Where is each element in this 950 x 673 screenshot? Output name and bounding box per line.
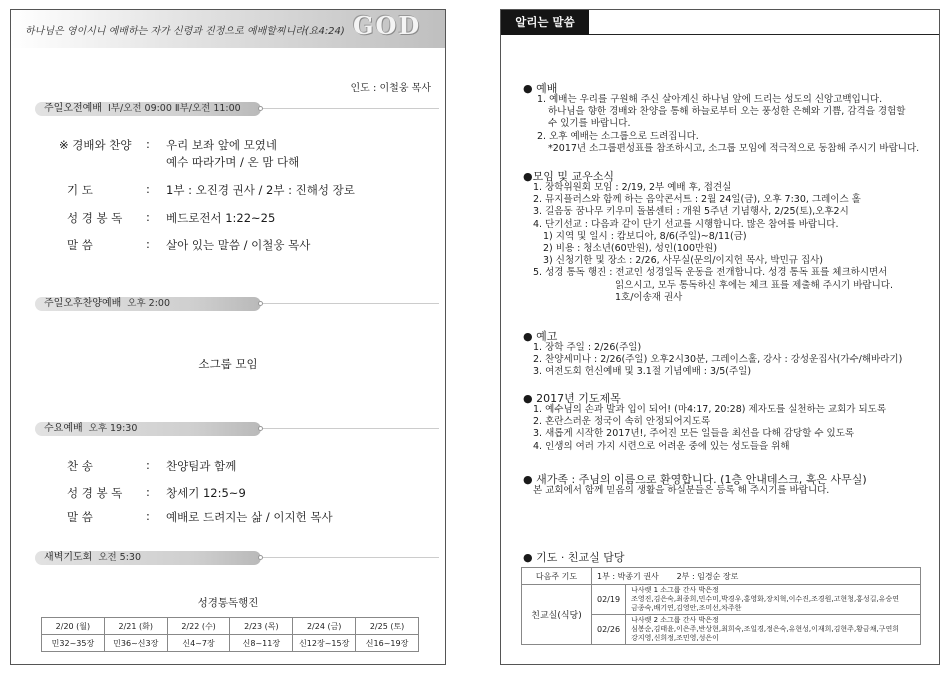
announcement-line: 2. 혼란스러운 정국이 속히 안정되어지도록 — [533, 416, 711, 428]
table-row — [42, 635, 419, 652]
section-rule — [251, 557, 439, 558]
prayer-duty-table — [521, 567, 921, 645]
reading-chapters: 신16~19장 — [356, 635, 419, 652]
announcement-line: 1. 예수님의 손과 발과 입이 되어! (마4:17, 20:28) 제자도를 실천하는 교회가 되도록 — [533, 404, 887, 415]
order-colon: : — [146, 509, 150, 523]
duty-detail — [626, 615, 921, 645]
title-rule — [589, 34, 940, 35]
reading-date: 2/23 (목) — [230, 618, 293, 635]
order-value: 예배로 드려지는 삶 / 이지헌 목사 — [166, 510, 333, 524]
duty-members: 심봉순,김태윤,이은주,반상현,최희숙,조일경,정은숙,유현성,이재희,김현주,황금채,구연희 — [631, 625, 899, 633]
announcement-line: 3. 새롭게 시작한 2017년!, 주어진 모든 일들을 최선을 다해 감당할 수 있도록 — [533, 428, 855, 440]
order-label: 성 경 봉 독 — [67, 486, 123, 500]
order-value: 예수 따라가며 / 온 맘 다해 — [166, 155, 300, 169]
table-row — [42, 618, 419, 635]
order-value: 찬양팀과 함께 — [166, 459, 237, 473]
section-title: 주일오전예배 — [44, 103, 102, 114]
small-group-meeting: 소그룹 모임 — [198, 357, 258, 371]
reading-chapters: 신12장~15장 — [293, 635, 356, 652]
reading-date: 2/20 (월) — [42, 618, 105, 635]
announcement-line: 1) 지역 및 일시 : 캄보디아, 8/6(주일)~8/11(금) — [543, 230, 747, 242]
announcement-line: 5. 성경 통독 행진 : 전교인 성경일독 운동을 전개합니다. 성경 통독 표를 체크하시면서 — [533, 267, 888, 279]
worship-order-panel — [10, 9, 446, 665]
order-colon: : — [146, 137, 150, 151]
reading-chapters: 신8~11장 — [230, 635, 293, 652]
section-time: 오후 2:00 — [127, 298, 170, 309]
announcement-line: 4. 단기선교 : 다음과 같이 단기 선교를 시행합니다. 많은 참여를 바랍니다. — [533, 218, 839, 230]
order-value: 1부 : 오진경 권사 / 2부 : 진해성 장로 — [166, 183, 355, 197]
duty-members: 조영진,김은숙,최종희,민수미,박경우,홍영화,장치혁,이수진,조경원,고현청,홍성길,유승연 — [631, 595, 899, 603]
section-dot — [258, 301, 263, 306]
announcement-line: 본 교회에서 함께 믿음의 생활을 하실분들은 등록 해 주시기를 바랍니다. — [533, 485, 830, 496]
order-label: ※ 경배와 찬양 — [59, 138, 132, 152]
order-colon: : — [146, 458, 150, 472]
order-label: 성 경 봉 독 — [67, 211, 123, 225]
duty-date: 02/19 — [592, 585, 626, 615]
announcement-heading: ●모임 및 교우소식 — [523, 170, 614, 183]
announcement-line: 3) 신청기한 및 장소 : 2/26, 사무실(문의/이지헌 목사, 박민규 집사) — [543, 255, 824, 267]
reading-date: 2/24 (금) — [293, 618, 356, 635]
section-title: 주일오후찬양예배 — [44, 298, 122, 309]
god-logo: GOD — [353, 11, 422, 40]
announcement-line: 2. 뮤지플러스와 함께 하는 음악콘서트 : 2월 24일(금), 오후 7:30, 그레이스 홀 — [533, 194, 861, 206]
order-value: 살아 있는 말씀 / 이철웅 목사 — [166, 238, 311, 252]
section-dot — [258, 555, 263, 560]
announcement-heading: ● 예고 — [523, 330, 558, 343]
order-label: 말 씀 — [67, 238, 93, 252]
announcement-heading: ● 새가족 : 주님의 이름으로 환영합니다. (1층 안내데스크, 혹은 사무실) — [523, 473, 867, 486]
section-dot — [258, 426, 263, 431]
announcements-panel — [500, 9, 940, 665]
duty-leader: 나사렛 2 소그룹 간사 박은정 — [631, 616, 719, 624]
section-time: 오전 5:30 — [98, 552, 142, 563]
order-label: 찬 송 — [67, 459, 93, 473]
announcement-line: 1호/이송재 권사 — [615, 291, 683, 303]
fellowship-label: 친교실(식당) — [522, 585, 592, 645]
reading-date: 2/25 (토) — [356, 618, 419, 635]
order-value: 창세기 12:5~9 — [166, 486, 246, 500]
presider: 인도 : 이철웅 목사 — [350, 83, 431, 94]
duty-leader: 나사렛 1 소그룹 간사 박은정 — [631, 586, 719, 594]
order-value: 베드로전서 1:22~25 — [166, 211, 276, 225]
announcement-line: 2) 비용 : 청소년(60만원), 성인(100만원) — [543, 243, 718, 254]
next-week-label: 다음주 기도 — [522, 568, 592, 585]
announcement-line: 4. 인생의 여러 가지 시련으로 어려운 중에 있는 성도들을 위해 — [533, 440, 790, 452]
banner-verse: 하나님은 영이시니 예배하는 자가 신령과 진정으로 예배할찌니라(요4:24) — [25, 26, 345, 37]
reading-chapters: 신4~7장 — [167, 635, 230, 652]
duty-members: 강지영,신희정,조민영,성은이 — [631, 634, 719, 642]
banner — [11, 10, 445, 48]
order-label: 말 씀 — [67, 510, 93, 524]
section-time: 오후 19:30 — [88, 423, 138, 434]
announcement-heading: ● 2017년 기도제목 — [523, 392, 621, 405]
bible-reading-title: 성경통독행진 — [197, 597, 259, 609]
announcement-line: 3. 여전도회 헌신예배 및 3.1절 기념예배 : 3/5(주일) — [533, 366, 752, 378]
reading-date: 2/21 (화) — [104, 618, 167, 635]
section-rule — [251, 108, 439, 109]
announcement-line: 수 있기를 바랍니다. — [548, 118, 631, 130]
announcement-heading: ● 예배 — [523, 82, 558, 95]
announcement-line: 3. 길음동 꿈나무 키우미 돌봄센터 : 개원 5주년 기념행사, 2/25(토),오후2시 — [533, 206, 849, 218]
announcement-line: 1. 장학 주일 : 2/26(주일) — [533, 342, 642, 353]
section-title: 새벽기도회 — [44, 552, 93, 563]
announcements-title: 알리는 말씀 — [501, 10, 589, 35]
table-row — [522, 568, 921, 585]
announcement-line: 읽으시고, 모두 통독하신 후에는 체크 표를 제출해 주시기 바랍니다. — [615, 279, 893, 291]
duty-members: 금종숙,배기연,김영안,조미선,차주한 — [631, 604, 742, 612]
section-wednesday-header — [35, 422, 261, 436]
announcement-line: 1. 예배는 우리를 구원해 주신 살아계신 하나님 앞에 드리는 성도의 신앙고백입니다. — [537, 94, 883, 105]
announcement-line: 하나님을 향한 경배와 찬양을 통해 하늘로부터 오는 풍성한 은혜와 기쁨, 감격을 경험할 — [548, 106, 906, 118]
order-label: 기 도 — [67, 183, 93, 197]
announcement-line: 1. 장학위원회 모임 : 2/19, 2부 예배 후, 접견실 — [533, 182, 732, 193]
reading-chapters: 민36~신3장 — [104, 635, 167, 652]
announcement-line: 2. 찬양세미나 : 2/26(주일) 오후2시30분, 그레이스홀, 강사 : 강성운집사(가수/해바라기) — [533, 354, 903, 366]
section-dot — [258, 106, 263, 111]
section-afternoon-header — [35, 297, 261, 311]
section-morning-header — [35, 102, 261, 116]
bible-reading-table — [41, 617, 419, 652]
reading-chapters: 민32~35장 — [42, 635, 105, 652]
section-time: Ⅰ부/오전 09:00 Ⅱ부/오전 11:00 — [107, 103, 241, 114]
table-row — [522, 585, 921, 615]
announcement-line: 2. 오후 예배는 소그룹으로 드려집니다. — [537, 130, 699, 142]
reading-date: 2/22 (수) — [167, 618, 230, 635]
order-colon: : — [146, 237, 150, 251]
order-colon: : — [146, 182, 150, 196]
order-colon: : — [146, 210, 150, 224]
order-colon: : — [146, 485, 150, 499]
section-rule — [251, 303, 439, 304]
section-rule — [251, 428, 439, 429]
duty-detail — [626, 585, 921, 615]
order-value: 우리 보좌 앞에 모였네 — [166, 138, 277, 152]
announcement-line: *2017년 소그룹편성표를 참조하시고, 소그룹 모임에 적극적으로 동참해 주시기 바랍니다. — [548, 142, 920, 154]
next-week-value: 1부 : 박종기 권사 2부 : 임경순 장로 — [592, 568, 921, 585]
section-dawn-header — [35, 551, 261, 565]
section-title: 수요예배 — [44, 423, 83, 434]
duty-date: 02/26 — [592, 615, 626, 645]
prayer-heading: ● 기도 · 친교실 담당 — [523, 551, 625, 564]
